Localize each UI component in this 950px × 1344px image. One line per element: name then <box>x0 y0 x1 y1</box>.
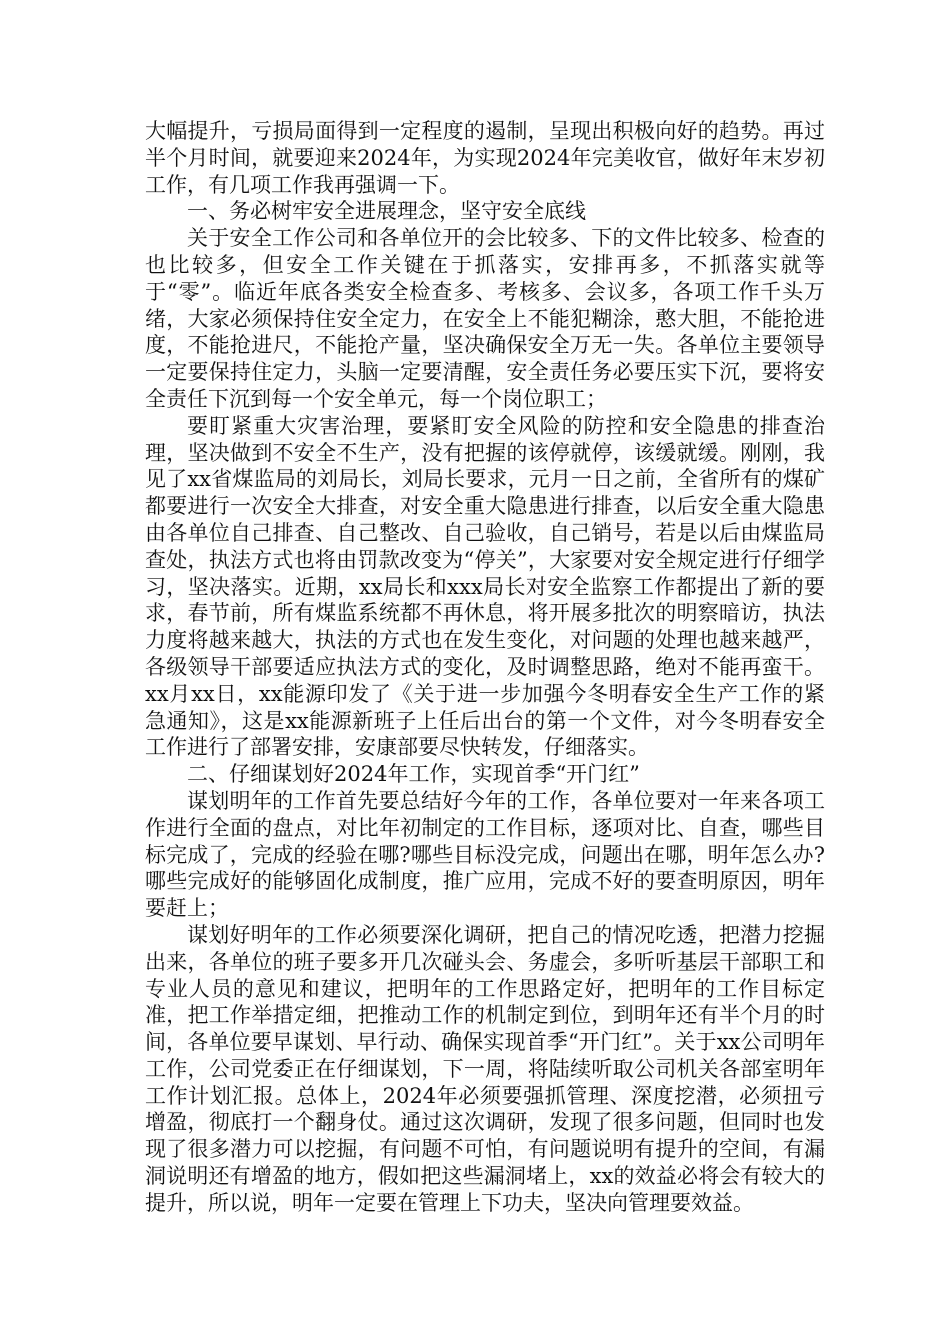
paragraph-intro: 大幅提升，亏损局面得到一定程度的遏制，呈现出积极向好的趋势。再过半个月时间，就要迎来2024年，为实现2024年完美收官，做好年末岁初工作，有几项工作我再强调一下。 <box>145 119 825 197</box>
section-heading-planning: 二、仔细谋划好2024年工作，实现首季“开门红” <box>187 762 640 787</box>
document-body <box>145 118 825 1217</box>
paragraph-hazard-control: 要盯紧重大灾害治理，要紧盯安全风险的防控和安全隐患的排查治理，坚决做到不安全不生产，没有把握的该停就停，该缓就缓。刚刚，我见了xx省煤监局的刘局长，刘局长要求，元月一日之前，全省所有的煤矿都要进行一次安全大排查，对安全重大隐患进行排查，以后安全重大隐患由各单位自己排查、自己整改、自己验收，自己销号，若是以后由煤监局查处，执法方式也将由罚款改变为“停关”，大家要对安全规定进行仔细学习，坚决落实。近期，xx局长和xxx局长对安全监察工作都提出了新的要求，春节前，所有煤监系统都不再休息，将开展多批次的明察暗访，执法力度将越来越大，执法的方式也在发生变化，对问题的处理也越来越严，各级领导干部要适应执法方式的变化，及时调整思路，绝对不能再蛮干。xx月xx日，xx能源印发了《关于进一步加强今冬明春安全生产工作的紧急通知》，这是xx能源新班子上任后出台的第一个文件，对今冬明春安全工作进行了部署安排，安康部要尽快转发，仔细落实。 <box>145 413 825 760</box>
section-heading-safety: 一、务必树牢安全进展理念，坚守安全底线 <box>187 199 586 224</box>
paragraph-research-planning: 谋划好明年的工作必须要深化调研，把自己的情况吃透，把潜力挖掘出来，各单位的班子要多开几次碰头会、务虚会，多听听基层干部职工和专业人员的意见和建议，把明年的工作思路定好，把明年的工作目标定准，把工作举措定细，把推动工作的机制定到位，到明年还有半个月的时间，各单位要早谋划、早行动、确保实现首季“开门红”。关于xx公司明年工作，公司党委正在仔细谋划，下一周，将陆续听取公司机关各部室明年工作计划汇报。总体上，2024年必须要强抓管理、深度挖潜，必须扭亏增盈，彻底打一个翻身仗。通过这次调研，发现了很多问题，但同时也发现了很多潜力可以挖掘，有问题不可怕，有问题说明有提升的空间，有漏洞说明还有增盈的地方，假如把这些漏洞堵上，xx的效益必将会有较大的提升，所以说，明年一定要在管理上下功夫，坚决向管理要效益。 <box>145 922 825 1215</box>
paragraph-safety-responsibility: 关于安全工作公司和各单位开的会比较多、下的文件比较多、检查的也比较多，但安全工作关键在于抓落实，安排再多，不抓落实就等于“零”。临近年底各类安全检查多、考核多、会议多，各项工作千头万绪，大家必须保持住安全定力，在安全上不能犯糊涂，憨大胆，不能抢进度，不能抢进尺，不能抢产量，坚决确保安全万无一失。各单位主要领导一定要保持住定力，头脑一定要清醒，安全责任务必要压实下沉，要将安全责任下沉到每一个安全单元，每一个岗位职工； <box>145 226 825 411</box>
paragraph-summary-review: 谋划明年的工作首先要总结好今年的工作，各单位要对一年来各项工作进行全面的盘点，对比年初制定的工作目标，逐项对比、自查，哪些目标完成了，完成的经验在哪?哪些目标没完成，问题出在哪，明年怎么办?哪些完成好的能够固化成制度，推广应用，完成不好的要查明原因，明年要赶上； <box>145 788 825 921</box>
